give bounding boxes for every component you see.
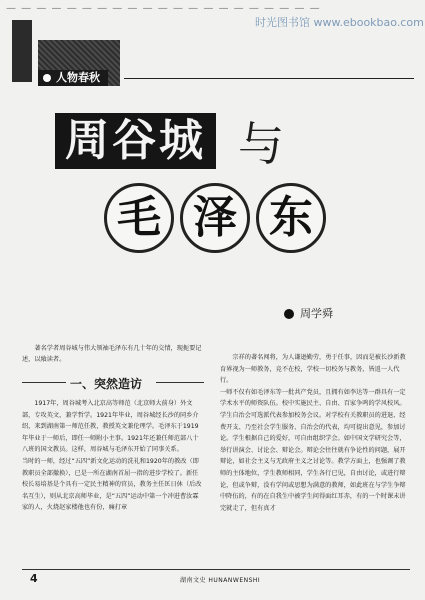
column-tag-label: 人物春秋 bbox=[56, 71, 100, 84]
footer-rule bbox=[22, 569, 410, 570]
body-column-left: 1917年，周谷城考入北京高等师范（北京师大前身）外文部，专攻英文，兼学哲学。1921年毕业，周谷城经长沙的同乡介绍，来到湖南第一师范任教，教授英文兼伦理学。毛泽东于1919年毕业于一师后，即任一师附小主事。1921年还兼任师范部八十八班的国文教员。这样，周谷城与毛泽东开始了同事关系。 当时的一师，经过“五四”新文化运动的洗礼和1920年的教改（即教职员全部撤换），已是一所在湖南首屈一指的进步学校了。新任校长易培基是个具有一定民主精神的官员，教务主任匡日休（后改名互生），则从北京高师毕业，是“五四”运动中第一个冲进曹汝霖家的人，火烧赵家楼他也有份，痛打章 bbox=[22, 400, 202, 512]
section-heading: 一、突然造访 bbox=[70, 377, 143, 391]
title-circle-2 bbox=[180, 183, 250, 253]
footer-publication: 湖南文史 HUNANWENSHI bbox=[180, 577, 261, 584]
title-circle-1 bbox=[104, 183, 174, 253]
page-number: 4 bbox=[30, 572, 38, 585]
bullet-icon bbox=[43, 74, 51, 82]
title-name-a: 周谷城 bbox=[55, 113, 216, 169]
header-rule bbox=[124, 78, 414, 79]
body-column-right: 宗祥的著名闯将，为人谦逊勤劳，勇于任事，因而是被长沙新教育界视为一师教务，竞不在校，学校一切校务与教务，皆返一人代行。 一师不仅有如毛泽东等一批共产党员，且拥有如李达等一群具有一定学术水平的师资队伍。校中实施民主、自由、百家争鸣的学风校风。学生自治会可选派代表参加校务会议。对学校有关教职员的进退、经费开支、乃至社会学生服务、自治会的代表，均可提出意见，参加讨论。学生根据自己的爱好，可自由组织学会。如中国文学研究会等，举行讲演会、讨论会、辩论会。辩论会往往就有争论性的问题，展开辩论，如社会主义与无政府主义之讨论等。教学方面上，也强调了教师的主体地位，学生教师相同，学生各行已见，自由讨论，或进行辩论，但或争辩，没有学问或思想为满意的教师，如此班在与学生争辩中降伍的，有的在自我生中被学生问得面红耳赤，有的一个时课未讲完就走了，但有真才 bbox=[220, 354, 406, 512]
title-char-1: 毛 bbox=[117, 192, 161, 243]
watermark-text: 时光图书馆 www.ebookbao.com bbox=[255, 16, 424, 29]
author-name: 周学舜 bbox=[300, 307, 333, 320]
title-connector: 与 bbox=[238, 117, 284, 171]
section-rule-right bbox=[156, 382, 204, 383]
column-tag bbox=[38, 70, 108, 86]
header-dash-rule: — — — — — — — — — — — — — — — — — — — — — bbox=[6, 3, 321, 14]
title-char-2: 泽 bbox=[193, 192, 237, 243]
intro-paragraph: 著名学者周谷城与伟大领袖毛泽东有几十年的交情，现扼要记述，以飨读者。 bbox=[22, 345, 202, 363]
title-circle-3 bbox=[256, 183, 326, 253]
author-bullet-icon bbox=[284, 309, 294, 319]
header-band bbox=[12, 20, 32, 82]
title-char-3: 东 bbox=[269, 192, 313, 243]
section-rule-left bbox=[22, 382, 66, 383]
